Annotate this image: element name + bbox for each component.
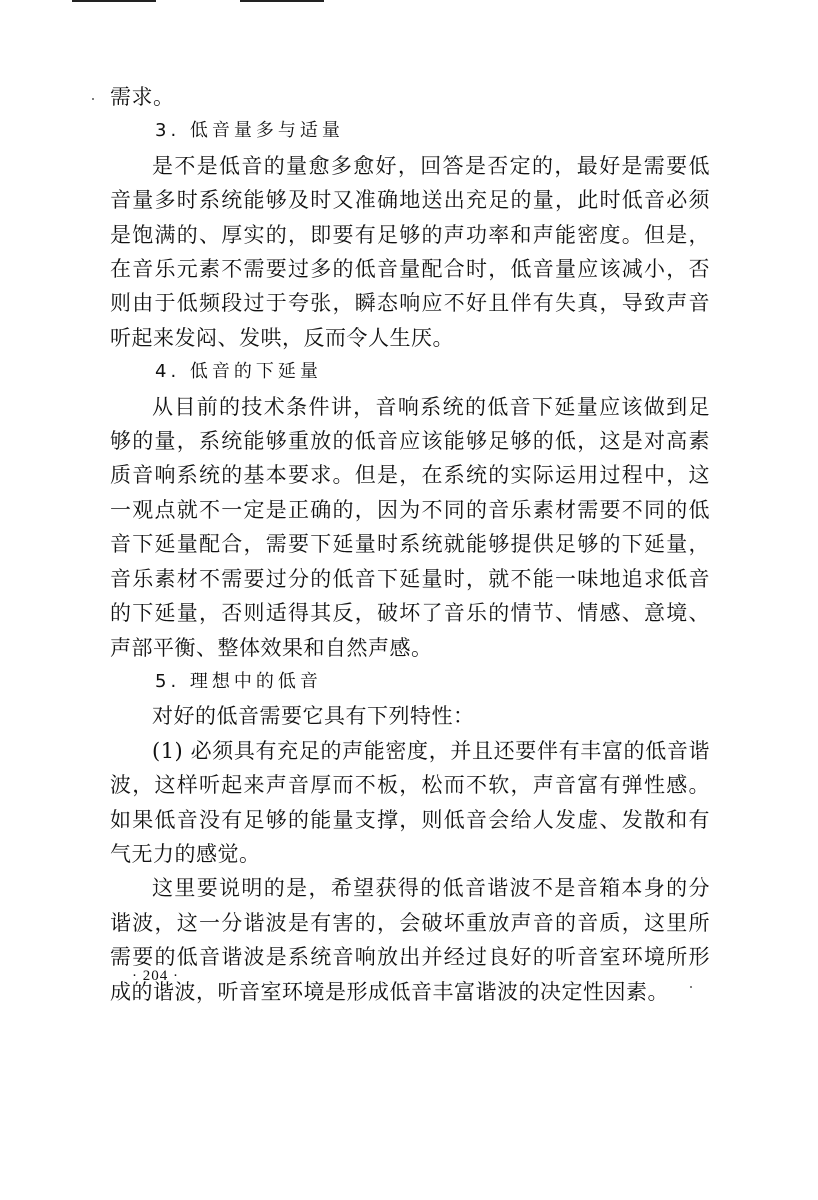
- paragraph-bass-extension: 从目前的技术条件讲，音响系统的低音下延量应该做到足够的量，系统能够重放的低音应该能够足够的低，这是对高素质音响系统的基本要求。但是，在系统的实际运用过程中，这一观点就不一定是正确的，因为不同的音乐素材需要不同的低音下延量配合，需要下延量时系统就能够提供足够的下延量，音乐素材不需要过分的低音下延量时，就不能一味地追求低音的下延量，否则适得其反，破坏了音乐的情节、情感、意境、声部平衡、整体效果和自然声感。: [110, 394, 710, 660]
- paragraph-ideal-bass-intro: 对好的低音需要它具有下列特性：: [152, 704, 475, 729]
- paragraph-continued: 需求。: [110, 85, 175, 109]
- section-heading-5: 5. 理想中的低音: [155, 670, 322, 692]
- top-rule-right: [240, 0, 324, 2]
- top-rule-left: [72, 0, 156, 2]
- paragraph-ideal-bass-point-1: (1) 必须具有充足的声能密度，并且还要伴有丰富的低音谐波，这样听起来声音厚而不板，松而不软，声音富有弹性感。如果低音没有足够的能量支撑，则低音会给人发虚、发散和有气无力的感觉。: [110, 738, 710, 866]
- section-heading-4: 4. 低音的下延量: [155, 361, 322, 383]
- paragraph-harmonics-note: 这里要说明的是，希望获得的低音谐波不是音箱本身的分谐波，这一分谐波是有害的，会破坏重放声音的音质，这里所需要的低音谐波是系统音响放出并经过良好的听音室环境所形成的谐波，听音室环境是形成低音丰富谐波的决定性因素。: [110, 876, 710, 1004]
- book-page: [110, 80, 710, 1009]
- paragraph-bass-amount: 是不是低音的量愈多愈好，回答是否定的，最好是需要低音量多时系统能够及时又准确地送出充足的量，此时低音必须是饱满的、厚实的，即要有足够的声功率和声能密度。但是，在音乐元素不需要过多的低音量配合时，低音量应该减小，否则由于低频段过于夸张，瞬态响应不好且伴有失真，导致声音听起来发闷、发哄，反而令人生厌。: [110, 153, 710, 350]
- scan-speck: [92, 98, 94, 100]
- section-heading-3: 3. 低音量多与适量: [155, 120, 344, 142]
- page-number: · 204 ·: [132, 968, 179, 984]
